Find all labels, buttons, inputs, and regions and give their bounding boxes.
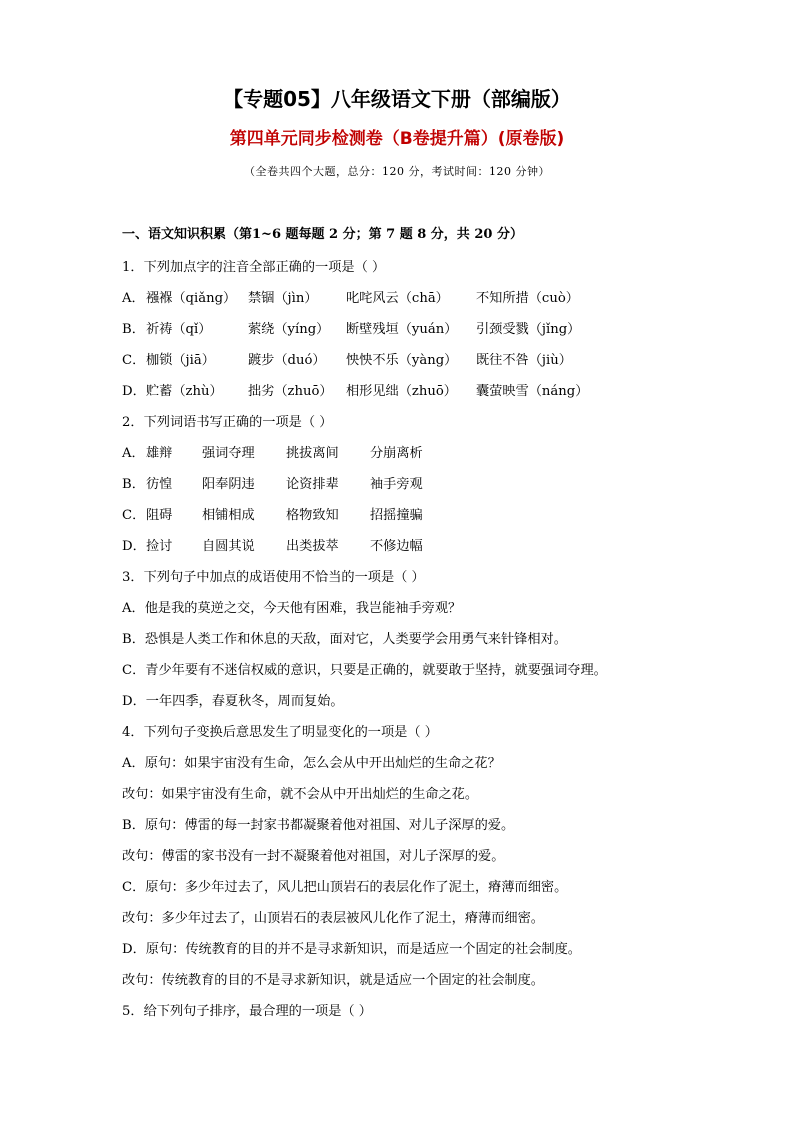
page-title: 【专题05】八年级语文下册（部编版） [223,87,571,111]
option-label: D． [122,384,146,399]
option-item: 枷锁（jiā） [146,353,215,368]
question-2-stem: 2．下列词语书写正确的一项是（ ） [122,415,333,430]
option-item: 雄辩 [146,446,173,461]
page-subtitle: 第四单元同步检测卷（B卷提升篇）(原卷版) [229,129,565,149]
question-4-line: A．原句：如果宇宙没有生命，怎么会从中开出灿烂的生命之花？ [122,756,501,771]
option-item: 相形见绌（zhuō） [346,384,457,399]
question-4-line: 改句：如果宇宙没有生命，就不会从中开出灿烂的生命之花。 [122,787,479,802]
option-item: 断壁残垣（yuán） [346,322,458,337]
option-label: C． [122,353,146,368]
option-label: A． [122,291,145,306]
question-1-option-c [122,345,682,376]
question-1-option-a [122,283,682,314]
question-2-option-d [122,531,682,562]
option-label: D． [122,539,146,554]
option-item: 踱步（duó） [248,353,326,368]
question-2-option-b [122,469,682,500]
question-1-stem: 1．下列加点字的注音全部正确的一项是（ ） [122,260,386,275]
option-label: A． [122,446,145,461]
question-1-option-b [122,314,682,345]
question-3-option-d: D．一年四季，春夏秋冬，周而复始。 [122,694,344,709]
question-2-option-a [122,438,682,469]
question-3-option-c: C．青少年要有不迷信权威的意识，只要是正确的，就要敢于坚持，就要强词夺理。 [122,663,607,678]
option-item: 强词夺理 [202,446,255,461]
option-item: 囊萤映雪（náng） [476,384,589,399]
question-4-line: 改句：多少年过去了，山顶岩石的表层被风儿化作了泥土，瘠薄而细密。 [122,911,544,926]
option-item: 招摇撞骗 [370,508,423,523]
option-label: B． [122,322,145,337]
option-item: 拙劣（zhuō） [248,384,333,399]
option-item: 怏怏不乐（yàng） [346,353,458,368]
option-label: C． [122,508,146,523]
exam-content [122,222,682,1027]
option-item: 萦绕（yíng） [248,322,330,337]
option-item: 袖手旁观 [370,477,423,492]
option-item: 相铺相成 [202,508,255,523]
option-item: 襁褓（qiǎng） [146,291,237,306]
question-1-option-d [122,376,682,407]
option-item: 自圆其说 [202,539,255,554]
question-4-line: 改句：传统教育的目的不是寻求新知识，就是适应一个固定的社会制度。 [122,973,544,988]
option-item: 格物致知 [286,508,339,523]
option-item: 禁锢（jìn） [248,291,318,306]
question-2-option-c [122,500,682,531]
question-4-stem: 4．下列句子变换后意思发生了明显变化的一项是（ ） [122,725,438,740]
question-5-stem: 5．给下列句子排序，最合理的一项是（ ） [122,1004,372,1019]
option-item: 叱咤风云（chā） [346,291,449,306]
option-item: 出类拔萃 [286,539,339,554]
section-heading: 一、语文知识积累（第1~6 题每题 2 分；第 7 题 8 分，共 20 分） [122,227,523,242]
option-item: 论资排辈 [286,477,339,492]
option-item: 捡讨 [146,539,173,554]
option-item: 不知所措（cuò） [476,291,579,306]
exam-note: （全卷共四个大题，总分：120 分，考试时间：120 分钟） [244,165,550,178]
question-4-line: 改句：傅雷的家书没有一封不凝聚着他对祖国，对儿子深厚的爱。 [122,849,505,864]
option-item: 阳奉阴违 [202,477,255,492]
option-item: 既往不咎（jiù） [476,353,572,368]
question-4-line: B．原句：傅雷的每一封家书都凝聚着他对祖国、对儿子深厚的爱。 [122,818,515,833]
option-item: 引颈受戮（jǐng） [476,322,581,337]
question-3-stem: 3．下列句子中加点的成语使用不恰当的一项是（ ） [122,570,425,585]
question-4-line: D．原句：传统教育的目的并不是寻求新知识，而是适应一个固定的社会制度。 [122,942,581,957]
option-item: 挑拔离间 [286,446,339,461]
option-label: B． [122,477,145,492]
option-item: 阻碍 [146,508,173,523]
option-item: 彷惶 [146,477,173,492]
option-item: 祈祷（qǐ） [146,322,212,337]
question-3-option-a: A．他是我的莫逆之交，今天他有困难，我岂能袖手旁观？ [122,601,462,616]
question-3-option-b: B．恐惧是人类工作和休息的天敌，面对它，人类要学会用勇气来针锋相对。 [122,632,567,647]
question-4-line: C．原句：多少年过去了，风儿把山顶岩石的表层化作了泥土，瘠薄而细密。 [122,880,568,895]
option-item: 贮蓄（zhù） [146,384,223,399]
option-item: 分崩离析 [370,446,423,461]
option-item: 不修边幅 [370,539,423,554]
